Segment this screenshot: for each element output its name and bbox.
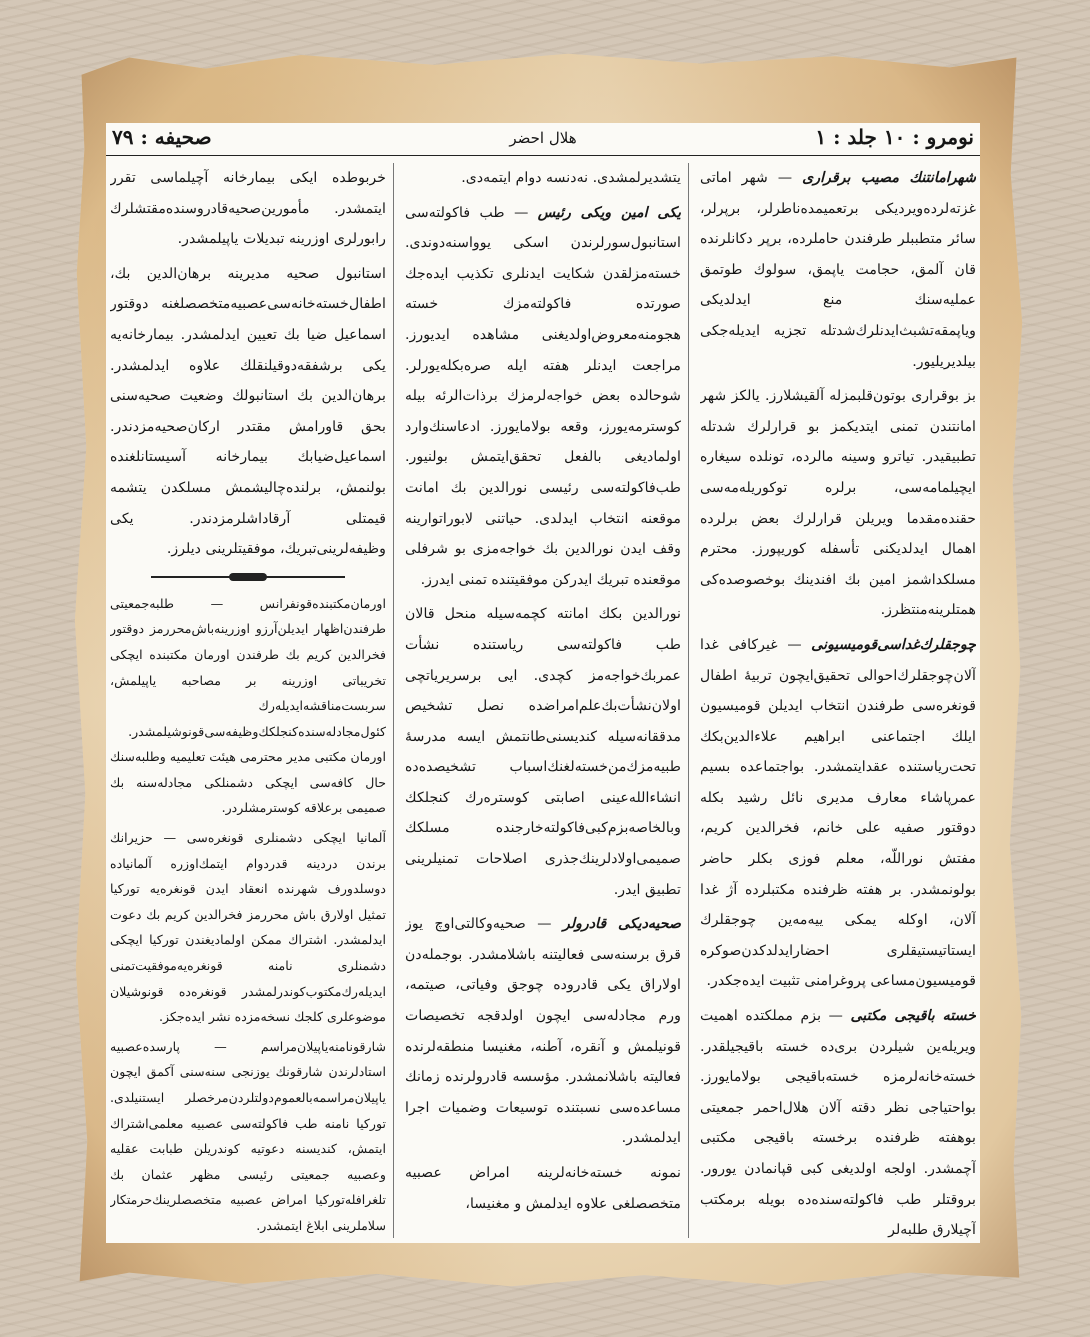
page-header	[106, 123, 980, 156]
article-heading: چوجقلرك‌غداسی‌قومیسیونی	[811, 636, 976, 653]
article-text: — غیرکافی غدا آلان‌چوجقلرك‌احوالی تحقیق‌ایچون تربیهٔ اطفال قونغره‌سی طرفندن انتخاب ایدیلن قومیسیون ایلك اجتماعنی ابراهیم علاءالدین‌بکك تحت‌ریاستنده عقدایتمشدر. بواجتماعده بسیم عمرپاشاء معارف مدیری نائل رشید بکله دوقتور صفیه علی خانم، فخرالدین کریم، مفتش نوراللّه، معلم فوزی بکلر حاضر بولونمشدر. بر هفته ظرفنده مکتبلرده آژ غدا آلان، اوکله یمکی ییه‌مه‌ین چوجقلرك ایستاتیستیقلری احضارایدلدکدن‌صوکره قومیسیون‌مساعی پروغرامنی تثبیت ایده‌جکدر.	[700, 636, 976, 990]
article-text: بز بوقراری بوتون‌قلبمزله آلقیشلارز. یالکز شهر امانتندن تمنی ایتدیکمز بو قرارلرك شدتله تطبیقیدر. تیاترو وسینه مالرده، تونلده سیغاره ایچیلمامه‌سی، برلره توکوریله‌مه‌سی حقنده‌مقدما ویریلن قرارلرك بعض برلرده اهمال ایدلدیکنی تأسفله کوریپورز. محترم مسلکداشمز امین بك افندینك بوخصوصده‌کی همتلرینه‌منتظرز.	[700, 388, 976, 619]
issue-number: نومرو : ١٠ جلد : ١	[815, 125, 974, 149]
article-text: نمونه خسته‌خانه‌لرینه امراض عصبیه متخصصلغی علاوه ایدلمش و مغنیسا،	[405, 1165, 681, 1212]
section-divider	[151, 573, 344, 581]
article-child-nutrition	[700, 630, 976, 997]
column-right	[700, 163, 976, 1238]
article-text: خربوطده ایکی بیمارخانه آچیلماسی تقرر ایتمشدر. مأمورین‌صحیه‌قادروسنده‌مقتشلرك رابورلری اوزرینه تبدیلات یاپیلمشدر.	[110, 170, 386, 248]
column-rule	[688, 163, 689, 1238]
column-left	[110, 163, 386, 1238]
article-charcot-ceremony: شارقونامنه‌یاپیلان‌مراسم — پارسده‌عصبیه استادلرندن شارقونك یوزنجی سنه‌سنی آکمق ایچون یاپیلان‌مراسمه‌بالعموم‌دولتلردن‌مرخصلر ایستنیلدی. تورکیا نامنه طب فاکولته‌سی عصبیه معلمی‌اشتراك ایتمش، کندیسنه دعوتیه کوندریلن طبابت عقلیه وعصبیه جمعیتی رئیسی مظهر عثمان بك تلغرافله‌تورکیا امراض عصبیه متخصصلرینك‌حرمتکار سلاملرینی ابلاغ ایتمشدر.	[110, 1038, 386, 1233]
article-city-decision	[700, 163, 976, 377]
article-germany-congress: آلمانیا ایچکی دشمنلری قونغره‌سی — حزیرانك برندن دردینه قدردوام ایتمك‌اوزره آلمانیاده دوسلدورف شهرنده انعقاد ایدن قونغره‌یه تورکیا تمثیل اولارق باش محررمز فخرالدین کریم بك دعوت ایدلمشدر. اشتراك ممکن اولمادیغندن تورکیا ایچکی دشمنلری نامنه قونغره‌یه‌موفقیت‌تمنی ایدیله‌رك‌مکتوب‌کوندرلمشدر قونغره‌ده قونوشیلان موضوعلری کلجك نسخه‌مزده نشر ایده‌جکز.	[110, 830, 386, 1025]
article-text: استانبول صحیه مدیرینه برهان‌الدین بك، اطفال‌خسته‌خانه‌سی‌عصبیه‌متخصصلغنه دوقتور اسماعیل ضیا بك تعیین ایدلمشدر. بیمارخانه‌یه یکی برشفقه‌دوقیلنقلك علاوه ایدلمشدر. برهان‌الدین بك استانبولك وضعیت صحیه‌سنی بحق قاورامش مقتدر ارکان‌صحیه‌مزدندر. اسماعیل‌ضیابك بیمارخانه آسیستانلغنده بولنمش، برلنده‌چالیشمش مسلکدن یتشمه قیمتلی آرقاداشلرمزدندر. یکی وظیفه‌لرینی‌تبریك، موفقیتلرینی دیلرز.	[110, 265, 386, 558]
article-text: — صحیه‌وکالتی‌اوچ یوز قرق برسنه‌سی فعالیتنه باشلامشدر. بوجمله‌دن اولاراق یکی قادروده چوجق وفیاتی، صیتمه، ورم مجادله‌سی ایچون اولدقجه تخصیصات قونیلمش و آنقره، آطنه، مغنیسا منطقه‌لرنده فعالیته باشلانمشدر. مؤسسه قادرولرنده زمانك مساعده‌سی نسبتنده توسیعات وضمیات اجرا ایدلمشدر.	[405, 916, 681, 1147]
publication-title: هلال احضر	[509, 129, 577, 147]
column-rule	[393, 163, 394, 1238]
column-middle	[405, 163, 681, 1238]
article-text: نورالدین بکك امانته کچمه‌سیله منحل قالان طب فاکولته‌سی ریاستنده نشأت عمربك‌خواجه‌مز کچدی. ایی برسریریاتچی اولان‌نشأت‌بك‌علم‌امراضده نصل تشخیص مدققانه‌سیله کندیسنی‌طانتمش ایسه مدرسهٔ طبیه‌مزك‌من‌خسته‌لغنك‌اسباب تشخیصده‌ده انشاءالله‌عینی اصابتی کوستره‌رك کنجلکك وبالخاصه‌بزم‌کبی‌فاکولته‌خارجنده مسلکك صمیمی‌اولادلرینك‌جذری اصلاحات تمنیلرینی تطبیق ایدر.	[405, 606, 681, 898]
article-heading: صحیه‌دیکی قادرولر	[562, 916, 681, 933]
article-text: یتشدیرلمشدی. نه‌دنسه دوام ایتمه‌دی.	[461, 170, 681, 186]
article-text: — شهر اماتی غزته‌لرده‌ویردیکی برتعمیمده‌ناطرلر، برپرلر، سائر متطببلر طرفندن حاملرده، برپر دکانلرنده قان آلمق، حجامت یاپمق، سولوك طوتمق عملیه‌سنك منع ایدلدیکی ویاپمقه‌تشبث‌ایدنلرك‌شدتله تجزیه ایدیله‌جکی بیلدیریلیور.	[700, 170, 976, 370]
article-text: — بزم مملکتده اهمیت ویریله‌ین شیلردن بری‌ده خسته باقیجیلقدر. خسته‌خانه‌لرمزه خسته‌باقیجی بولامایورز. بواحتیاجی نظر دقته آلان هلال‌احمر جمعیتی بوهفته ظرفنده برخسته باقیجی مکتبی آچمشدر. اولجه اولدیغی کبی قپانمادن یورور. بروقتلر طب فاکولته‌سنده‌ده بویله برمکتب آچیلارق طلبه‌لر	[700, 1008, 976, 1238]
article-heading: شهرامانتنك مصیب برقراری	[802, 170, 976, 186]
page-number: صحیفه : ٧٩	[112, 125, 212, 149]
newspaper-page	[106, 123, 980, 1243]
article-text: — طب فاکولته‌سی استانبول‌سورلرندن اسکی یوواسنه‌دوندی. خسته‌مزلقدن شکایت ایدنلری تکذیب ایده‌جك صورتده فاکولته‌مزك خسته هجومنه‌معروض‌اولدیغنی مشاهده ایدیورز. مراجعت ایدنلر هفته ایله صره‌بکله‌یورلر. شوحالده بعض خواجه‌لرمزك برذات‌الرئه بیله کوسترمه‌یورز، وقعه بولامایورز. ادعاسنك‌وارد اولمادیغی بالفعل تحقق‌ایتمش بولنیور. طب‌فاکولته‌سی رئیسی نورالدین بك امانت موقعنه انتخاب ایدلدی. حیاتنی لابوراتوارینه وقف ایدن نورالدین بك خواجه‌مزی بو شرفلی موقعنده تبریك ایدرکن موفقیتنده تمنی ایدرز.	[405, 204, 681, 588]
article-heading: خسته باقیجی مکتبی	[850, 1008, 976, 1025]
article-nursing-school	[700, 1001, 976, 1238]
article-heading: یکی امین ویکی رئیس	[537, 204, 681, 221]
article-health-staff	[405, 909, 681, 1154]
article-forest-school-conference: اورمان‌مکتبنده‌قونفرانس — طلبه‌جمعیتی طرفندن‌اظهار ایدیلن‌آرزو اوزرینه‌باش‌محررمز دوقتور فخرالدین کریم بك طرفندن اورمان مکتبنده ایچکی تخریباتی اوزرینه بر مصاحبه یاپیلمش، سربست‌مناقشه‌ایدیله‌رك کئول‌مجادله‌سنده‌کنجلکك‌وظیفه‌سی‌قونوشیلمشدر. اورمان مکتبی مدیر محترمی هیئت تعلیمیه وطلبه‌سنك حال کافه‌سی ایچکی دشمنلکی مجادله‌سنه بك صمیمی برعلاقه کوسترمشلردر.	[110, 595, 386, 816]
article-new-dean	[405, 198, 681, 596]
